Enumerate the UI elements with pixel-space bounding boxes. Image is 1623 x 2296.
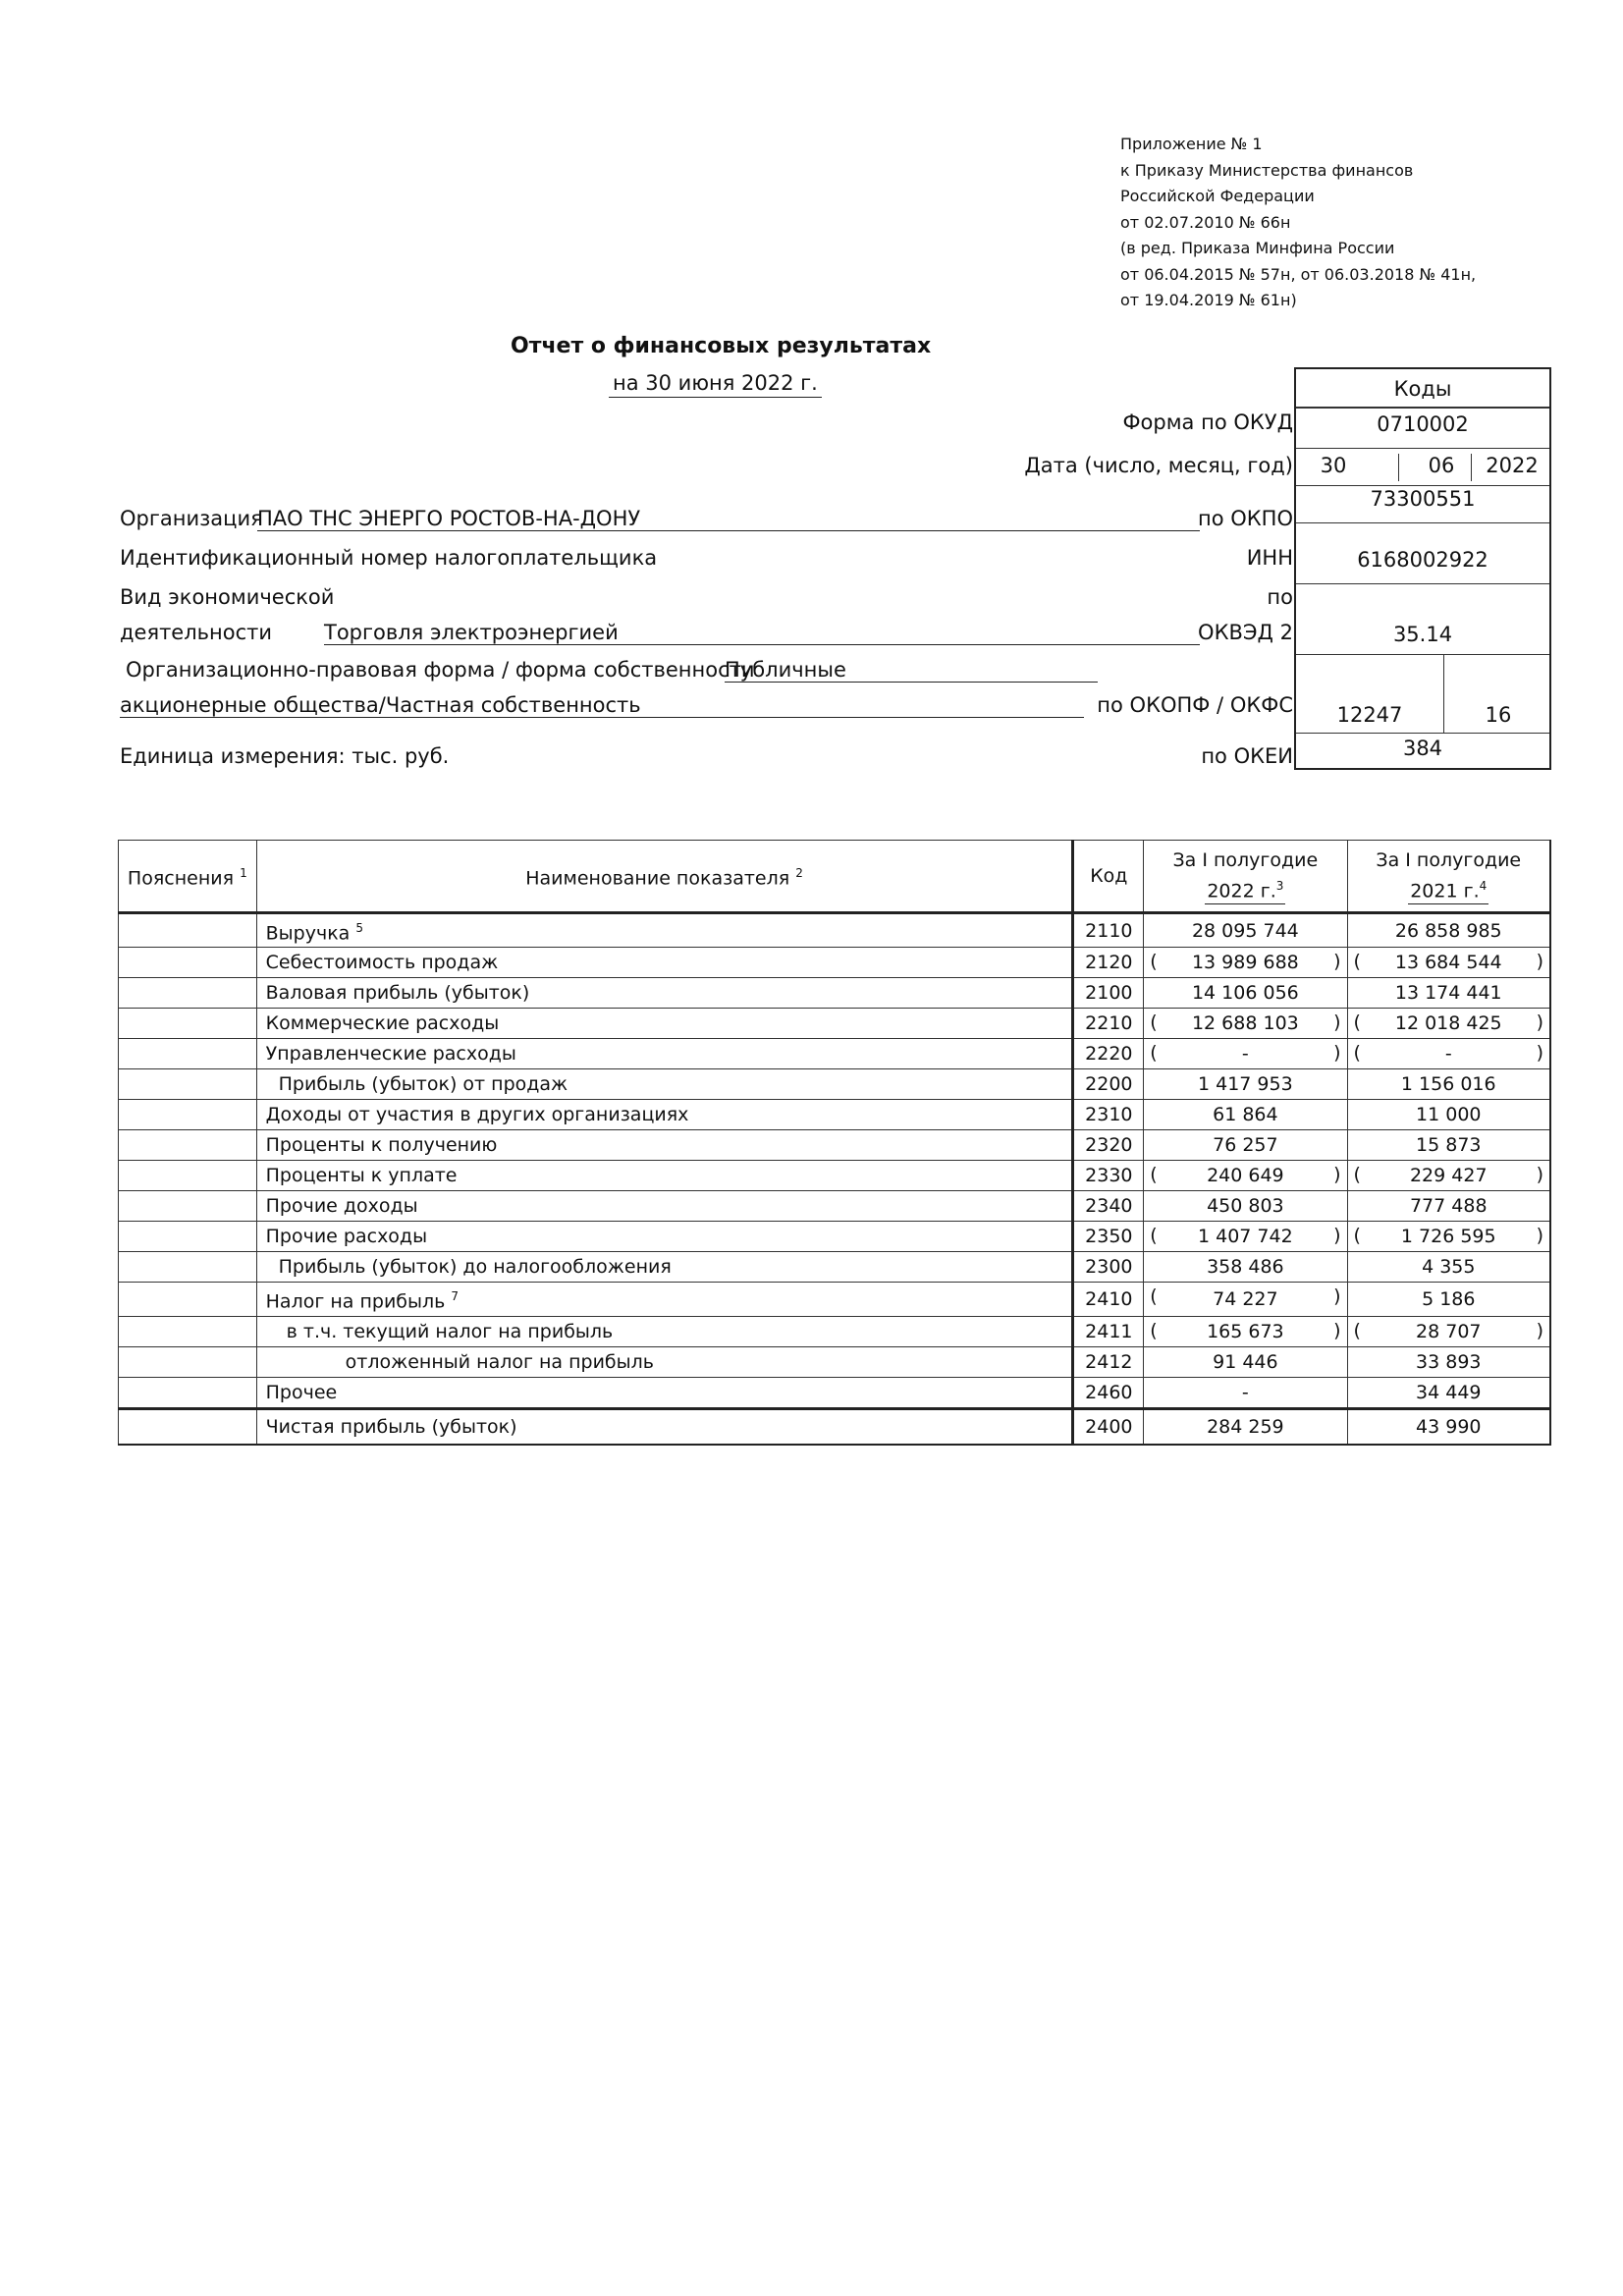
row-previous: ( - ): [1347, 1039, 1550, 1069]
row-current: 28 095 744: [1144, 913, 1347, 948]
row-code: 2120: [1073, 948, 1144, 978]
row-code: 2310: [1073, 1100, 1144, 1130]
table-row: [119, 1377, 1551, 1408]
row-name: Прочие расходы: [256, 1222, 1073, 1252]
row-previous: 777 488: [1347, 1191, 1550, 1222]
row-previous: ( 28 707 ): [1347, 1316, 1550, 1346]
okud-label: Форма по ОКУД: [1122, 410, 1293, 434]
codes-box: [1294, 367, 1551, 770]
okpo-code: 73300551: [1370, 487, 1476, 511]
appendix-line: к Приказу Министерства финансов: [1120, 160, 1414, 180]
appendix-line: Российской Федерации: [1120, 187, 1315, 205]
table-row: [119, 1222, 1551, 1252]
row-code: 2110: [1073, 913, 1144, 948]
row-previous: ( 13 684 544 ): [1347, 948, 1550, 978]
table-row: [119, 1191, 1551, 1222]
table-row: [119, 1316, 1551, 1346]
row-name: Доходы от участия в других организациях: [256, 1100, 1073, 1130]
date-year: 2022: [1486, 454, 1539, 477]
row-code: 2412: [1073, 1346, 1144, 1377]
appendix-line: Приложение № 1: [1120, 135, 1263, 153]
row-previous: 15 873: [1347, 1130, 1550, 1161]
row-current: ( 12 688 103 ): [1144, 1009, 1347, 1039]
report-title: Отчет о финансовых результатах: [511, 334, 932, 358]
table-row: [119, 1252, 1551, 1283]
row-code: 2200: [1073, 1069, 1144, 1100]
row-previous: 5 186: [1347, 1283, 1550, 1316]
row-name: Выручка $^5$: [256, 913, 1073, 948]
date-day: 30: [1320, 454, 1347, 477]
activity-label: деятельности: [120, 621, 273, 644]
okopf-code: 12247: [1336, 703, 1403, 727]
row-code: 2210: [1073, 1009, 1144, 1039]
row-current: 91 446: [1144, 1346, 1347, 1377]
okpo-label: по ОКПО: [1197, 507, 1293, 530]
table-row: [119, 1039, 1551, 1069]
table-header-row: [119, 841, 1551, 913]
okved-label: по: [1267, 585, 1293, 609]
table-row-total: [119, 1408, 1551, 1445]
header-code: Код: [1073, 841, 1144, 913]
row-current: ( 13 989 688 ): [1144, 948, 1347, 978]
table-row: [119, 1130, 1551, 1161]
financial-results-table: [118, 840, 1551, 1446]
row-code: 2320: [1073, 1130, 1144, 1161]
row-current: -: [1144, 1377, 1347, 1408]
report-date: на 30 июня 2022 г.: [609, 371, 822, 398]
appendix-line: от 02.07.2010 № 66н: [1120, 212, 1291, 232]
row-previous: ( 1 726 595 ): [1347, 1222, 1550, 1252]
okei-label: по ОКЕИ: [1201, 744, 1293, 768]
inn-code: 6168002922: [1357, 548, 1488, 572]
legal-form-value: акционерные общества/Частная собственность: [120, 693, 1084, 718]
row-name: Прочие доходы: [256, 1191, 1073, 1222]
row-previous: 26 858 985: [1347, 913, 1550, 948]
org-value: ПАО ТНС ЭНЕРГО РОСТОВ-НА-ДОНУ: [257, 507, 1200, 531]
unit-label: Единица измерения: тыс. руб.: [120, 744, 450, 768]
row-name: Проценты к уплате: [256, 1161, 1073, 1191]
row-current: 76 257: [1144, 1130, 1347, 1161]
table-row: [119, 1283, 1551, 1316]
row-name: Проценты к получению: [256, 1130, 1073, 1161]
row-current: 450 803: [1144, 1191, 1347, 1222]
okud-code: 0710002: [1377, 412, 1469, 436]
row-previous: 11 000: [1347, 1100, 1550, 1130]
table-row: [119, 913, 1551, 948]
legal-form-label: Организационно-правовая форма / форма собственности: [126, 658, 755, 682]
row-previous: ( 12 018 425 ): [1347, 1009, 1550, 1039]
appendix-note: [1120, 132, 1476, 314]
table-row: [119, 978, 1551, 1009]
row-previous: 33 893: [1347, 1346, 1550, 1377]
row-current: 358 486: [1144, 1252, 1347, 1283]
row-name: Чистая прибыль (убыток): [256, 1408, 1073, 1445]
row-name: Себестоимость продаж: [256, 948, 1073, 978]
legal-form-value: Публичные: [725, 658, 1098, 683]
row-code: 2460: [1073, 1377, 1144, 1408]
okved-code: 35.14: [1392, 623, 1453, 646]
row-name: Прибыль (убыток) от продаж: [256, 1069, 1073, 1100]
codes-title: Коды: [1393, 377, 1452, 401]
table-row: [119, 948, 1551, 978]
row-name: Валовая прибыль (убыток): [256, 978, 1073, 1009]
row-current: ( - ): [1144, 1039, 1347, 1069]
okei-code: 384: [1402, 737, 1443, 760]
row-name: Прибыль (убыток) до налогообложения: [256, 1252, 1073, 1283]
table-row: [119, 1346, 1551, 1377]
table-row: [119, 1100, 1551, 1130]
inn-label: ИНН: [1246, 546, 1293, 570]
row-name: Налог на прибыль $^7$: [256, 1283, 1073, 1316]
okfs-code: 16: [1485, 703, 1512, 727]
row-current: ( 240 649 ): [1144, 1161, 1347, 1191]
row-code: 2330: [1073, 1161, 1144, 1191]
row-current: 284 259: [1144, 1408, 1347, 1445]
row-current: ( 74 227 ): [1144, 1283, 1347, 1316]
row-previous: 1 156 016: [1347, 1069, 1550, 1100]
activity-value: Торговля электроэнергией: [324, 621, 1200, 645]
org-label: Организация: [120, 507, 263, 530]
row-current: ( 165 673 ): [1144, 1316, 1347, 1346]
row-name: в т.ч. текущий налог на прибыль: [256, 1316, 1073, 1346]
row-code: 2410: [1073, 1283, 1144, 1316]
row-current: 14 106 056: [1144, 978, 1347, 1009]
header-previous-period: За I полугодие 2021 г.$^4$: [1347, 841, 1550, 913]
activity-label: Вид экономической: [120, 585, 335, 609]
row-previous: 4 355: [1347, 1252, 1550, 1283]
row-code: 2350: [1073, 1222, 1144, 1252]
row-name: отложенный налог на прибыль: [256, 1346, 1073, 1377]
appendix-line: от 19.04.2019 № 61н): [1120, 291, 1297, 309]
header-current-period: За I полугодие 2022 г.$^3$: [1144, 841, 1347, 913]
row-current: 61 864: [1144, 1100, 1347, 1130]
row-current: ( 1 407 742 ): [1144, 1222, 1347, 1252]
row-current: 1 417 953: [1144, 1069, 1347, 1100]
appendix-line: (в ред. Приказа Минфина России: [1120, 239, 1395, 257]
okved-label: ОКВЭД 2: [1198, 621, 1293, 644]
table-row: [119, 1161, 1551, 1191]
appendix-line: от 06.04.2015 № 57н, от 06.03.2018 № 41н,: [1120, 264, 1477, 284]
row-code: 2400: [1073, 1408, 1144, 1445]
row-name: Коммерческие расходы: [256, 1009, 1073, 1039]
row-code: 2100: [1073, 978, 1144, 1009]
row-name: Прочее: [256, 1377, 1073, 1408]
date-label: Дата (число, месяц, год): [1024, 454, 1293, 477]
row-name: Управленческие расходы: [256, 1039, 1073, 1069]
okopf-label: по ОКОПФ / ОКФС: [1097, 693, 1293, 717]
header-indicator-name: Наименование показателя $^2$: [256, 841, 1073, 913]
inn-description: Идентификационный номер налогоплательщика: [120, 546, 658, 570]
row-previous: 34 449: [1347, 1377, 1550, 1408]
row-code: 2340: [1073, 1191, 1144, 1222]
date-month: 06: [1428, 454, 1455, 477]
header-notes: Пояснения $^1$: [119, 841, 257, 913]
row-previous: 13 174 441: [1347, 978, 1550, 1009]
row-previous: ( 229 427 ): [1347, 1161, 1550, 1191]
row-previous: 43 990: [1347, 1408, 1550, 1445]
table-row: [119, 1069, 1551, 1100]
row-code: 2300: [1073, 1252, 1144, 1283]
row-code: 2411: [1073, 1316, 1144, 1346]
row-code: 2220: [1073, 1039, 1144, 1069]
table-row: [119, 1009, 1551, 1039]
